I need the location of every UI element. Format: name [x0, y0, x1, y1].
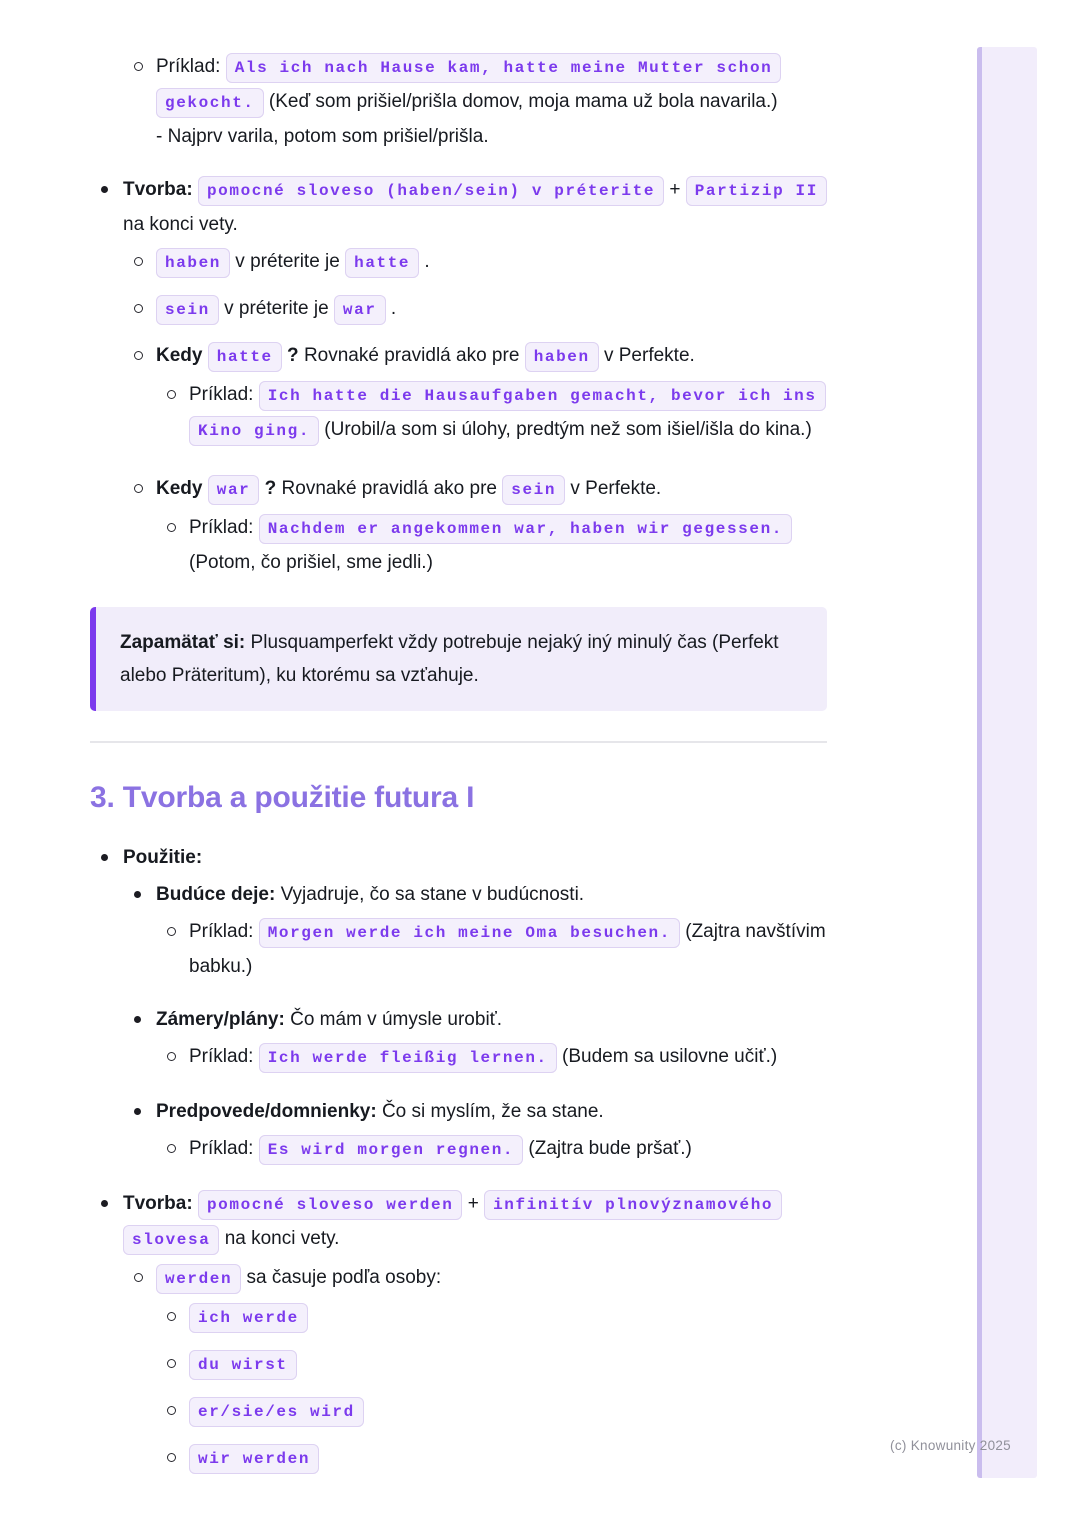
- list-item-kedy-hatte: [90, 339, 827, 374]
- priklad-label: Príklad:: [156, 56, 221, 77]
- code-chip-german-sentence: Nachdem er angekommen war, haben wir gegessen.: [259, 514, 792, 544]
- code-chip-german-sentence: Morgen werde ich meine Oma besuchen.: [259, 918, 680, 948]
- code-chip-sein: sein: [502, 475, 565, 505]
- disc-bullet-icon: [101, 1200, 108, 1207]
- circle-bullet-icon: [134, 351, 143, 360]
- circle-bullet-icon: [167, 927, 176, 936]
- callout-text: Plusquamperfekt vždy potrebuje nejaký iný minulý čas (Perfekt alebo Präteritum), ku ktorému sa vzťahuje.: [120, 632, 779, 686]
- rule-text: v préterite je: [235, 251, 340, 272]
- list-item-priklad-hatte: [90, 378, 827, 448]
- zamery-label: Zámery/plány:: [156, 1009, 285, 1030]
- rule-text: v préterite je: [224, 298, 329, 319]
- list-item-priklad-lernen: [90, 1040, 827, 1075]
- next-page-edge: [977, 47, 1037, 1478]
- code-chip-conjugation: ich werde: [189, 1303, 308, 1333]
- tail-text: v Perfekte.: [570, 478, 662, 499]
- translation-text: (Urobil/a som si úlohy, predtým než som išiel/išla do kina.): [324, 419, 812, 440]
- section-heading-futur: 3. Tvorba a použitie futura I: [90, 781, 475, 814]
- kedy-label: Kedy: [156, 478, 203, 499]
- list-item-kedy-war: [90, 472, 827, 507]
- pouzitie-label: Použitie:: [123, 847, 203, 868]
- circle-bullet-icon: [167, 390, 176, 399]
- question-mark: ?: [287, 345, 299, 366]
- code-chip-haben: haben: [525, 342, 599, 372]
- list-item-zamery: [90, 1003, 827, 1036]
- disc-bullet-icon: [134, 891, 141, 898]
- code-chip-hatte: hatte: [345, 248, 419, 278]
- tvorba-label: Tvorba:: [123, 1193, 193, 1214]
- code-chip-sein: sein: [156, 295, 219, 325]
- code-chip-german-sentence: Ich werde fleißig lernen.: [259, 1043, 557, 1073]
- translation-text: (Zajtra navštívim babku.): [189, 921, 826, 977]
- circle-bullet-icon: [167, 1359, 176, 1368]
- rule-text: Rovnaké pravidlá ako pre: [303, 345, 520, 366]
- circle-bullet-icon: [167, 523, 176, 532]
- code-chip-german-sentence: Es wird morgen regnen.: [259, 1135, 523, 1165]
- disc-bullet-icon: [134, 1108, 141, 1115]
- list-item-conjugation-du: [90, 1347, 827, 1382]
- plus-sign: +: [467, 1193, 479, 1214]
- priklad-label: Príklad:: [189, 384, 254, 405]
- list-item-tvorba-futur: [90, 1187, 827, 1257]
- disc-bullet-icon: [101, 186, 108, 193]
- buduce-text: Vyjadruje, čo sa stane v budúcnosti.: [280, 884, 585, 905]
- circle-bullet-icon: [134, 484, 143, 493]
- predpovede-label: Predpovede/domnienky:: [156, 1101, 377, 1122]
- priklad-label: Príklad:: [189, 921, 254, 942]
- tail-text: v Perfekte.: [603, 345, 695, 366]
- translation-text: (Budem sa usilovne učiť.): [562, 1046, 778, 1067]
- list-item-priklad-regnen: [90, 1132, 827, 1167]
- disc-bullet-icon: [134, 1016, 141, 1023]
- watermark-text: (c) Knowunity 2025: [890, 1438, 1011, 1453]
- predpovede-text: Čo si myslím, že sa stane.: [381, 1101, 604, 1122]
- code-chip-formula-part2: Partizip II: [686, 176, 827, 206]
- buduce-label: Budúce deje:: [156, 884, 276, 905]
- circle-bullet-icon: [134, 1273, 143, 1282]
- circle-bullet-icon: [167, 1144, 176, 1153]
- list-item-tvorba-plusquamperfekt: [90, 173, 827, 241]
- rule-text: Rovnaké pravidlá ako pre: [281, 478, 497, 499]
- priklad-label: Príklad:: [189, 1138, 254, 1159]
- translation-text: (Zajtra bude pršať.): [528, 1138, 692, 1159]
- note-text: - Najprv varila, potom som prišiel/prišla.: [156, 126, 489, 147]
- tail-text: na konci vety.: [123, 214, 238, 235]
- code-chip-hatte: hatte: [208, 342, 282, 372]
- translation-text: (Potom, čo prišiel, sme jedli.): [189, 552, 433, 573]
- circle-bullet-icon: [167, 1406, 176, 1415]
- list-item-priklad-oma: [90, 915, 827, 983]
- question-mark: ?: [264, 478, 277, 499]
- code-chip-german-sentence: Ich hatte die Hausaufgaben gemacht, bevor ich ins Kino ging.: [189, 381, 826, 446]
- circle-bullet-icon: [134, 62, 143, 71]
- list-item-sein-rule: [90, 292, 827, 327]
- rule-text: sa časuje podľa osoby:: [246, 1267, 442, 1288]
- zamery-text: Čo mám v úmysle urobiť.: [290, 1009, 503, 1030]
- period-text: .: [390, 298, 397, 319]
- callout-remember-box: [90, 607, 827, 711]
- code-chip-war: war: [334, 295, 386, 325]
- list-item-conjugation-wir: [90, 1441, 827, 1476]
- notes-page: [90, 50, 827, 1476]
- list-item-conjugation-ich: [90, 1300, 827, 1335]
- kedy-label: Kedy: [156, 345, 203, 366]
- circle-bullet-icon: [167, 1052, 176, 1061]
- circle-bullet-icon: [167, 1453, 176, 1462]
- circle-bullet-icon: [167, 1312, 176, 1321]
- code-chip-conjugation: du wirst: [189, 1350, 297, 1380]
- list-item-conjugation-er-sie-es: [90, 1394, 827, 1429]
- disc-bullet-icon: [101, 854, 108, 861]
- tail-text: na konci vety.: [224, 1228, 340, 1249]
- priklad-label: Príklad:: [189, 517, 254, 538]
- code-chip-formula-part1: pomocné sloveso werden: [198, 1190, 462, 1220]
- list-item-priklad-plusquamperfekt: [90, 50, 827, 153]
- code-chip-war: war: [208, 475, 260, 505]
- circle-bullet-icon: [134, 304, 143, 313]
- list-item-priklad-war: [90, 511, 827, 579]
- translation-text: (Keď som prišiel/prišla domov, moja mama už bola navarila.): [268, 91, 778, 112]
- list-item-pouzitie: [90, 841, 827, 874]
- section-divider: [90, 741, 827, 743]
- code-chip-conjugation: wir werden: [189, 1444, 319, 1474]
- priklad-label: Príklad:: [189, 1046, 254, 1067]
- list-item-haben-rule: [90, 245, 827, 280]
- code-chip-formula-part2: infinitív plnovýznamového slovesa: [123, 1190, 782, 1255]
- circle-bullet-icon: [134, 257, 143, 266]
- callout-label: Zapamätať si:: [120, 632, 246, 653]
- code-chip-formula-part1: pomocné sloveso (haben/sein) v préterite: [198, 176, 664, 206]
- tvorba-label: Tvorba:: [123, 179, 193, 200]
- list-item-werden-rule: [90, 1261, 827, 1296]
- code-chip-german-sentence: Als ich nach Hause kam, hatte meine Mutter schon gekocht.: [156, 53, 781, 118]
- list-item-buduce-deje: [90, 878, 827, 911]
- plus-sign: +: [669, 179, 681, 200]
- period-text: .: [424, 251, 430, 272]
- code-chip-haben: haben: [156, 248, 230, 278]
- code-chip-conjugation: er/sie/es wird: [189, 1397, 364, 1427]
- list-item-predpovede: [90, 1095, 827, 1128]
- code-chip-werden: werden: [156, 1264, 241, 1294]
